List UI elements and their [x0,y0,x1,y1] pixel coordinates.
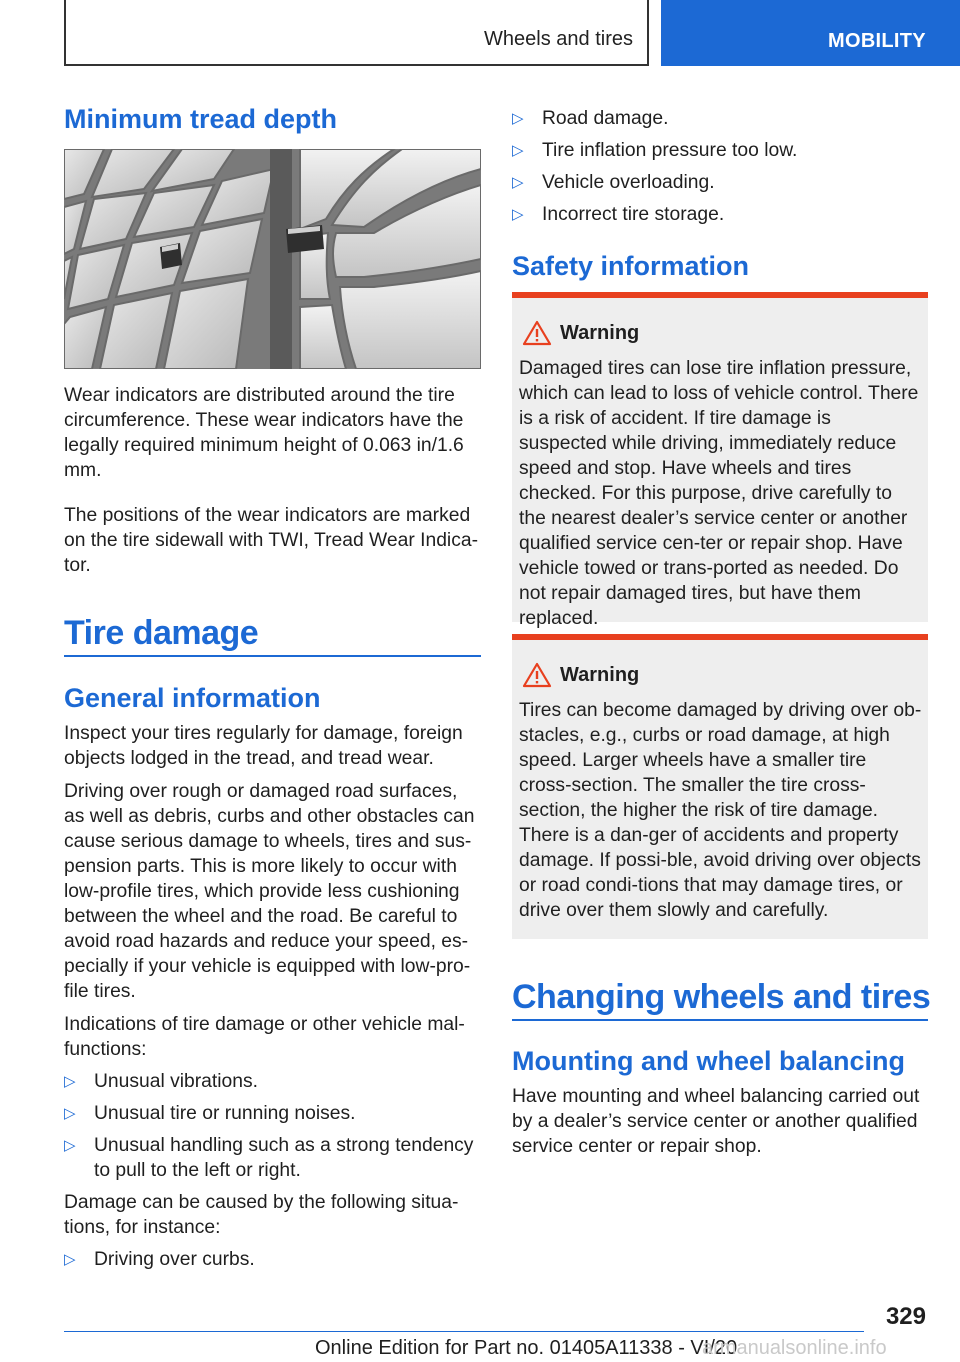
inspect-paragraph: Inspect your tires regularly for damage, foreign objects lodged in the tread, and tread wear. [64,723,463,769]
wear-indicators-paragraph: Wear indicators are distributed around the tire circumference. These wear indicators have the legally required minimum height of 0.063 in/1.6 mm. [64,385,464,481]
triangle-right-icon: ▷ [512,206,524,223]
twi-paragraph: The positions of the wear indicators are marked on the tire sidewall with TWI, Tread Wear Indica‐tor. [64,505,479,576]
header-section-tab [64,0,649,66]
triangle-right-icon: ▷ [512,174,524,191]
driving-paragraph: Driving over rough or damaged road surfaces, as well as debris, curbs and other obstacles can cause serious damage to wheels, tires and sus‐pension parts. This is more likely to occur with low-profile tires, which provide less cushioning between the wheel and the road. Be careful to avoid road hazards and reduce your speed, es‐pecially if your vehicle is equipped with low-pro‐file tires. [64,781,475,1002]
watermark: armanualsonline.info [702,1337,887,1359]
header-section-title: Wheels and tires [484,28,633,50]
warning-triangle-icon [522,662,552,688]
changing-wheels-rule [512,1019,928,1021]
triangle-right-icon: ▷ [512,110,524,127]
list-item: ▷ Tire inflation pressure too low. [512,140,798,161]
triangle-right-icon: ▷ [64,1105,76,1122]
tire-tread-image [64,149,481,369]
min-tread-heading: Minimum tread depth [64,104,338,134]
page-number: 329 [885,1303,926,1330]
warning-label: Warning [560,664,640,686]
edition-text: Online Edition for Part no. 01405A11338 - VI/20 [315,1337,738,1359]
warning-text: Damaged tires can lose tire inflation pressure, which can lead to loss of vehicle control. There is a risk of accident. If tire damage is suspected while driving, immediately reduce speed and stop. Have wheels and tires checked. For this purpose, drive carefully to the nearest dealer’s service center or another qualified service cen‐ter or repair shop. Have vehicle towed or trans‐ported as needed. Do not repair damaged tires, but have them replaced. [519,358,919,629]
header-chapter-title: MOBILITY [828,30,926,52]
list-item: ▷ Road damage. [512,108,669,129]
safety-information-heading: Safety information [512,251,750,281]
mounting-heading: Mounting and wheel balancing [512,1046,906,1076]
list-item: ▷ Driving over curbs. [64,1249,255,1270]
tire-tread-illustration [64,149,481,369]
tire-damage-heading: Tire damage [64,614,259,652]
changing-wheels-heading: Changing wheels and tires [512,978,931,1016]
triangle-right-icon: ▷ [64,1073,76,1090]
warning-label: Warning [560,322,640,344]
header-chapter-tab [661,0,960,66]
indications-paragraph: Indications of tire damage or other vehicle mal‐functions: [64,1014,465,1060]
warning-text: Tires can become damaged by driving over ob‐stacles, e.g., curbs or road damage, at high speed. Larger wheels have a smaller tire cross-section. The smaller the tire cross-section, the higher the risk of tire damage. There is a dan‐ger of accidents and property damage. If possi‐ble, avoid driving over objects or road condi‐tions that may damage tires, or drive over them slowly and carefully. [519,700,922,921]
triangle-right-icon: ▷ [512,142,524,159]
causes-paragraph: Damage can be caused by the following situa‐tions, for instance: [64,1192,459,1238]
list-item: ▷ Unusual handling such as a strong tendency to pull to the left or right. [64,1135,474,1181]
warning-box-2 [512,634,928,939]
warning-box-1 [512,292,928,629]
footer-rule [64,1331,864,1332]
triangle-right-icon: ▷ [64,1251,76,1268]
tire-damage-rule [64,655,481,657]
general-information-heading: General information [64,683,321,713]
list-item: ▷ Incorrect tire storage. [512,204,725,225]
list-item: ▷ Vehicle overloading. [512,172,715,193]
list-item: ▷ Unusual tire or running noises. [64,1103,356,1124]
list-item: ▷ Unusual vibrations. [64,1071,258,1092]
warning-triangle-icon [522,320,552,346]
mounting-paragraph: Have mounting and wheel balancing carried out by a dealer’s service center or another qualified service center or repair shop. [512,1086,920,1157]
triangle-right-icon: ▷ [64,1137,76,1154]
